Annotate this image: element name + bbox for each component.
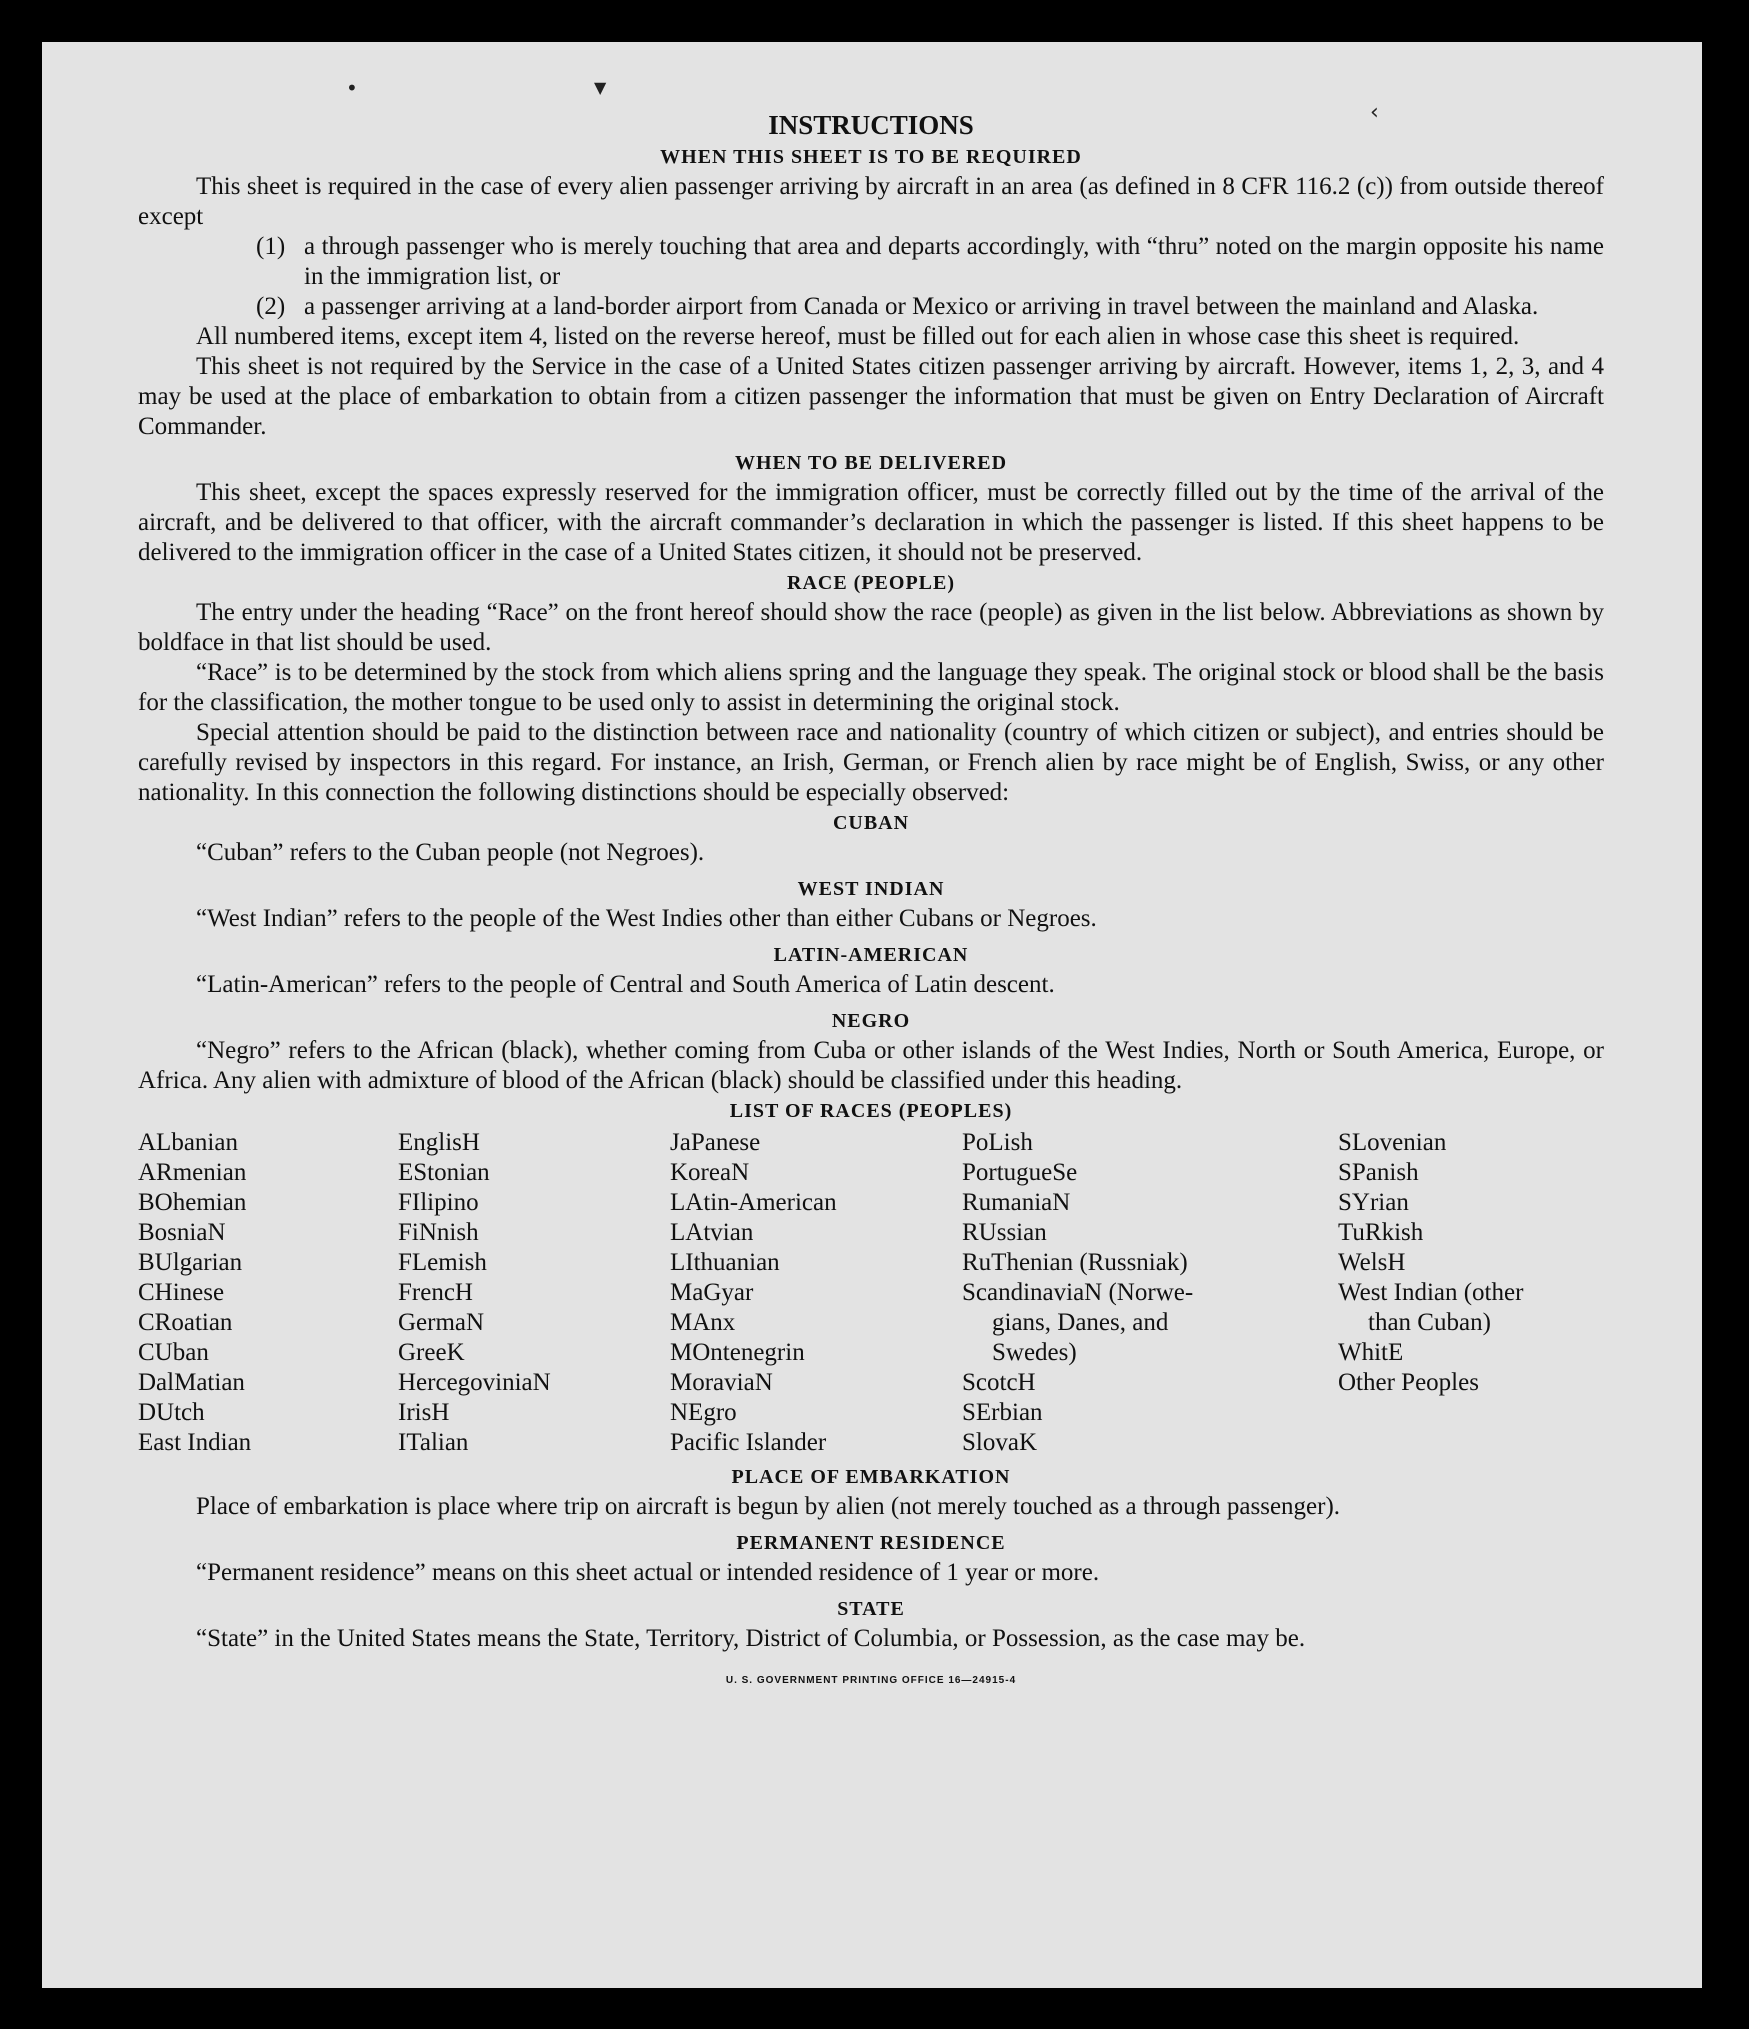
race-entry: MaGyar: [670, 1279, 754, 1306]
section-heading-race: RACE (PEOPLE): [787, 572, 955, 594]
race-entry: NEgro: [670, 1399, 737, 1426]
section-heading-west-indian: WEST INDIAN: [797, 878, 945, 900]
race-entry: CHinese: [138, 1279, 225, 1306]
section-heading-residence: PERMANENT RESIDENCE: [736, 1532, 1006, 1554]
race-entry: ScandinaviaN (Norwe-: [962, 1279, 1194, 1306]
race-column: [670, 1128, 962, 1458]
race-column: [138, 1128, 398, 1458]
paragraph-latin-american: “Latin-American” refers to the people of Central and South America of Latin descent.: [196, 971, 1055, 998]
race-entry: EStonian: [398, 1159, 490, 1186]
paragraph-race-entry: The entry under the heading “Race” on the front hereof should show the race (people) as given in the list below. Abbreviations as shown by boldface in that list should be used.: [138, 599, 1604, 656]
race-entry: RumaniaN: [962, 1189, 1071, 1216]
race-entry: JaPanese: [670, 1129, 761, 1156]
page-title: INSTRUCTIONS: [768, 110, 974, 140]
race-entry: West Indian (other: [1338, 1279, 1524, 1306]
race-list: [138, 1128, 1604, 1458]
race-entry: SErbian: [962, 1399, 1043, 1426]
section-heading-list-of-races: LIST OF RACES (PEOPLES): [729, 1100, 1013, 1122]
paragraph-residence: “Permanent residence” means on this sheet actual or intended residence of 1 year or more.: [196, 1559, 1100, 1586]
exception-number: (2): [256, 293, 286, 320]
race-column: [398, 1128, 670, 1458]
race-entry: GermaN: [398, 1309, 485, 1336]
race-entry: MOntenegrin: [670, 1339, 805, 1366]
race-entry: SlovaK: [962, 1429, 1037, 1456]
race-entry: ScotcH: [962, 1369, 1036, 1396]
race-entry: SLovenian: [1338, 1129, 1447, 1156]
stray-mark: ‹: [1370, 100, 1379, 125]
exception-text: a through passenger who is merely touching that area and departs accordingly, with “thru” noted on the margin opposite his name in the immigration list, or: [304, 233, 1604, 290]
race-entry: CRoatian: [138, 1309, 233, 1336]
race-entry: LAtvian: [670, 1219, 754, 1246]
race-entry: GreeK: [398, 1339, 465, 1366]
section-heading-when-required: WHEN THIS SHEET IS TO BE REQUIRED: [660, 146, 1082, 168]
race-entry: BosniaN: [138, 1219, 226, 1246]
exception-item: [256, 292, 1604, 322]
section-heading-cuban: CUBAN: [832, 812, 910, 834]
race-entry: LIthuanian: [670, 1249, 780, 1276]
paragraph-race-nationality: Special attention should be paid to the distinction between race and nationality (country of which citizen or subject), and entries should be carefully revised by inspectors in this regard. For instance, an Irish, German, or French alien by race might be of English, Swiss, or any other nationality. In this connection the following distinctions should be especially observed:: [138, 719, 1604, 806]
race-entry: PoLish: [962, 1129, 1033, 1156]
race-entry: SYrian: [1338, 1189, 1409, 1216]
race-entry: KoreaN: [670, 1159, 750, 1186]
race-entry: SPanish: [1338, 1159, 1419, 1186]
race-entry-continued: gians, Danes, and: [992, 1309, 1169, 1336]
race-entry: FIlipino: [398, 1189, 479, 1216]
race-entry: MoraviaN: [670, 1369, 773, 1396]
section-heading-state: STATE: [837, 1598, 905, 1620]
section-heading-negro: NEGRO: [831, 1010, 911, 1032]
race-entry: TuRkish: [1338, 1219, 1424, 1246]
race-entry: DalMatian: [138, 1369, 245, 1396]
race-entry: FiNnish: [398, 1219, 479, 1246]
race-entry: MAnx: [670, 1309, 736, 1336]
stray-mark: •: [346, 76, 358, 100]
race-entry: ALbanian: [138, 1129, 238, 1156]
race-entry: HercegoviniaN: [398, 1369, 551, 1396]
race-entry: BUlgarian: [138, 1249, 243, 1276]
paragraph-west-indian: “West Indian” refers to the people of the West Indies other than either Cubans or Negroes.: [196, 905, 1097, 932]
paragraph-embarkation: Place of embarkation is place where trip on aircraft is begun by alien (not merely touched as a through passenger).: [196, 1493, 1341, 1520]
race-entry: FLemish: [398, 1249, 487, 1276]
race-entry: ITalian: [398, 1429, 469, 1456]
exception-number: (1): [256, 233, 286, 260]
instructions-body: [138, 108, 1604, 1688]
race-entry: RuThenian (Russniak): [962, 1249, 1188, 1276]
race-entry-continued: Swedes): [992, 1339, 1077, 1366]
paragraph-negro: “Negro” refers to the African (black), whether coming from Cuba or other islands of the West Indies, North or South America, Europe, or Africa. Any alien with admixture of blood of the African (black) should be classified under this heading.: [138, 1037, 1604, 1094]
printer-imprint: U. S. GOVERNMENT PRINTING OFFICE 16—24915-4: [725, 1675, 1017, 1686]
race-entry: RUssian: [962, 1219, 1047, 1246]
race-column: [962, 1128, 1338, 1458]
race-entry: PortugueSe: [962, 1159, 1078, 1186]
race-entry-continued: than Cuban): [1368, 1309, 1491, 1336]
race-entry: LAtin-American: [670, 1189, 837, 1216]
race-entry: CUban: [138, 1339, 209, 1366]
paragraph-numbered-items: All numbered items, except item 4, listed on the reverse hereof, must be filled out for each alien in whose case this sheet is required.: [196, 323, 1520, 350]
race-entry: WhitE: [1338, 1339, 1404, 1366]
race-entry: Other Peoples: [1338, 1369, 1479, 1396]
section-heading-when-delivered: WHEN TO BE DELIVERED: [734, 452, 1008, 474]
race-entry: ARmenian: [138, 1159, 247, 1186]
paragraph-intro: This sheet is required in the case of every alien passenger arriving by aircraft in an area (as defined in 8 CFR 116.2 (c)) from outside thereof except: [138, 173, 1604, 230]
exception-text: a passenger arriving at a land-border airport from Canada or Mexico or arriving in travel between the mainland and Alaska.: [304, 293, 1539, 320]
section-heading-latin-american: LATIN-AMERICAN: [773, 944, 969, 966]
race-entry: BOhemian: [138, 1189, 247, 1216]
paragraph-citizen: This sheet is not required by the Service in the case of a United States citizen passenger arriving by aircraft. However, items 1, 2, 3, and 4 may be used at the place of embarkation to obtain from a citizen passenger the information that must be given on Entry Declaration of Aircraft Commander.: [138, 353, 1604, 440]
paragraph-race-stock: “Race” is to be determined by the stock from which aliens spring and the language they speak. The original stock or blood shall be the basis for the classification, the mother tongue to be used only to assist in determining the original stock.: [138, 659, 1604, 716]
race-entry: Pacific Islander: [670, 1429, 827, 1456]
paragraph-delivery: This sheet, except the spaces expressly reserved for the immigration officer, must be correctly filled out by the time of the arrival of the aircraft, and be delivered to that officer, with the aircraft commander’s declaration in which the passenger is listed. If this sheet happens to be delivered to the immigration officer in the case of a United States citizen, it should not be preserved.: [138, 479, 1604, 566]
race-entry: WelsH: [1338, 1249, 1406, 1276]
race-column: [1338, 1128, 1604, 1458]
race-entry: EnglisH: [398, 1129, 480, 1156]
stray-mark: ▼: [594, 78, 607, 97]
exception-item: [256, 232, 1604, 292]
paragraph-state: “State” in the United States means the State, Territory, District of Columbia, or Possession, as the case may be.: [196, 1625, 1306, 1652]
race-entry: DUtch: [138, 1399, 205, 1426]
race-entry: East Indian: [138, 1429, 252, 1456]
document-page: [42, 42, 1702, 1988]
section-heading-embarkation: PLACE OF EMBARKATION: [731, 1466, 1011, 1488]
paragraph-cuban: “Cuban” refers to the Cuban people (not Negroes).: [196, 839, 705, 866]
race-entry: IrisH: [398, 1399, 450, 1426]
race-entry: FrencH: [398, 1279, 473, 1306]
